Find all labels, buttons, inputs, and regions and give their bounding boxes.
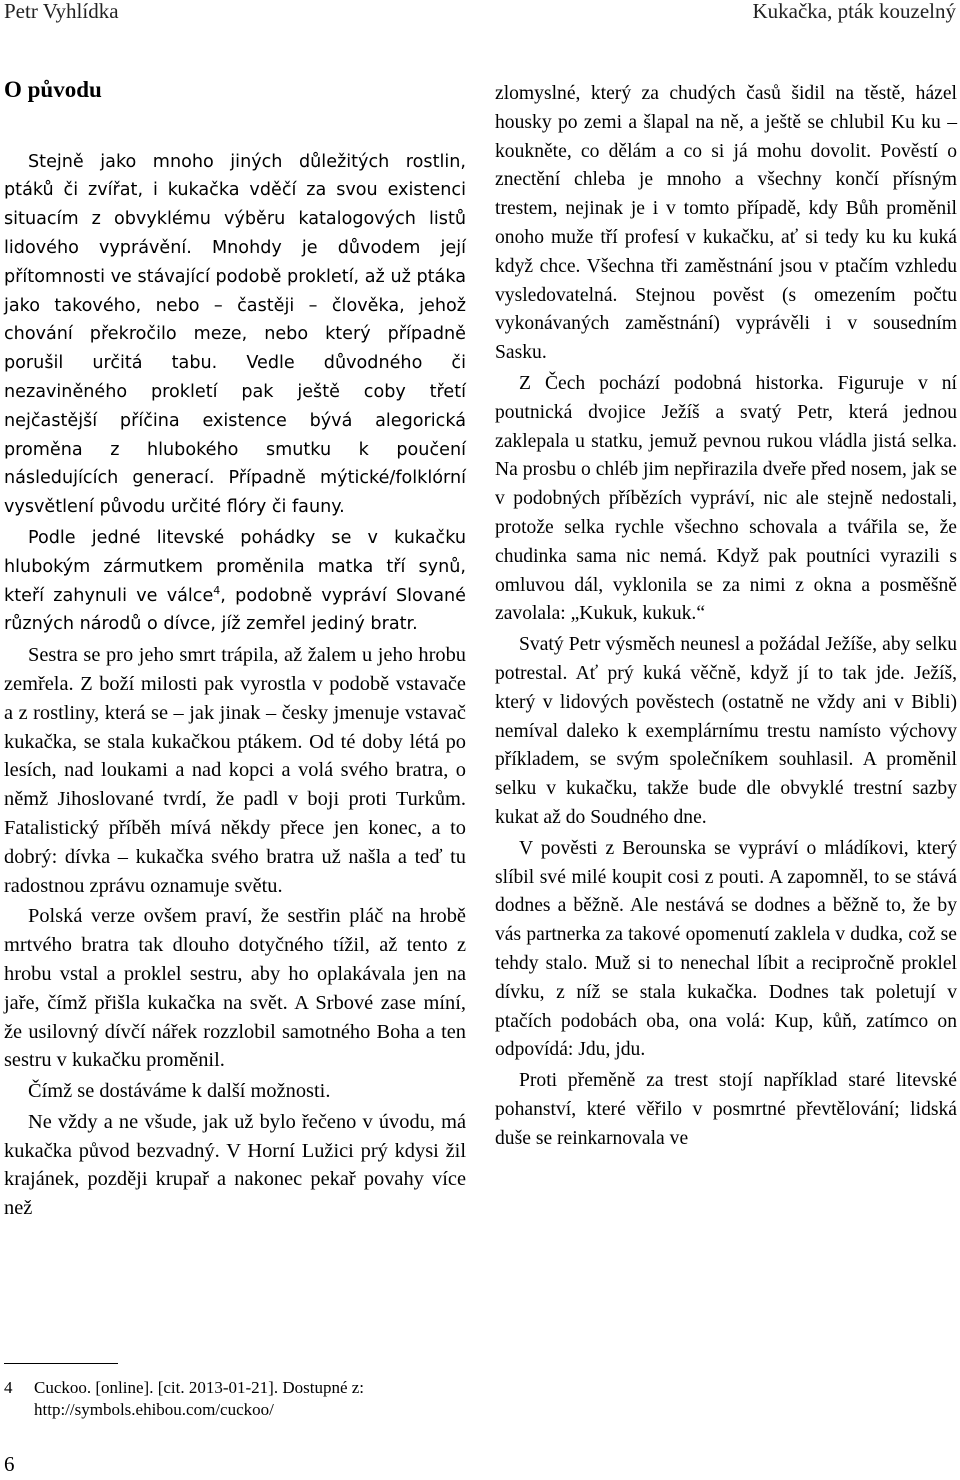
paragraph-paganism: Proti přeměně za trest stojí například staré litevské pohanství, které věřilo v posmrtné převtělování; lidská duše se reinkarnovala ve bbox=[495, 1070, 957, 1149]
left-body-2 bbox=[4, 524, 466, 639]
section-title: O původu bbox=[4, 77, 102, 102]
paragraph-bohemia: Z Čech pochází podobná historka. Figuruje v ní poutnická dvojice Ježíš a svatý Petr, která jednou zaklepala u statku, jemuž pevnou rukou vládla jistá selka. Na prosbu o chléb jim nepřirazila dveře před nosem, jak se v podobných příbězích vypráví, nic ale stejně nedostali, protože selka rychle všechno schovala a tvářila se, že chudinka sama nic nemá. Když pak poutníci vyrazili s omluvou dál, vyklonila se za nimi z okna a posměšně zavolala: „Kukuk, kukuk.“ bbox=[495, 372, 957, 625]
footnote-reference[interactable]: 4 bbox=[213, 583, 221, 597]
right-column bbox=[495, 80, 957, 1155]
footnote bbox=[4, 1377, 466, 1421]
left-body bbox=[4, 148, 466, 522]
footnote-url[interactable]: http://symbols.ehibou.com/cuckoo/ bbox=[34, 1400, 274, 1419]
left-body-3 bbox=[4, 641, 466, 1223]
paragraph-lithuanian-head: Podle jedné litevské pohádky se v kukačku hlubokým zármutkem proměnila matka tří synů, kteří zahynuli ve válce bbox=[4, 527, 466, 606]
header-book-title: Kukačka, pták kouzelný bbox=[752, 0, 956, 23]
paragraph-berounsko: V pověsti z Berounska se vypráví o mládíkovi, který slíbil své milé koupit cosi z pouti. A zapomněl, to se stává dodnes a běžně. Ale nestává se dodnes a běžně to, že by vás partnerka za takové opomenutí zaklela v dudka, což se tehdy stalo. Muž si to nenechal líbit a recipročně proklel dívku, z níž se stala kukačka. Dodnes tak poletují v ptačích podobách oba, ona volá: Kup, kůň, zatímco on odpovídá: Jdu, jdu. bbox=[495, 837, 957, 1061]
footnote-separator bbox=[4, 1363, 118, 1364]
footnote-number: 4 bbox=[4, 1378, 13, 1397]
paragraph-lithuanian-tail: , podobně vypráví Slované různých národů o dívce, jíž zemřel jediný bratr. bbox=[4, 585, 466, 635]
paragraph-transition: Čímž se dostáváme k další možnosti. bbox=[28, 1080, 331, 1103]
paragraph-lithuanian bbox=[4, 524, 466, 639]
footnote-text: Cuckoo. [online]. [cit. 2013-01-21]. Dostupné z: bbox=[34, 1378, 365, 1397]
paragraph-polish: Polská verze ovšem praví, že sestřin pláč na hrobě mrtvého bratra tak dlouho dotyčného tížil, až tento z hrobu vstal a proklel sestru, aby ho oplakávala jen na jaře, čímž přišla kukačka na svět. A Srbové zase míní, že usilovný dívčí nářek rozzlobil samotného Boha a ten sestru v kukačku proměnil. bbox=[4, 905, 466, 1072]
right-body bbox=[495, 80, 957, 1153]
running-header bbox=[0, 0, 960, 30]
paragraph-lusatia: Ne vždy a ne všude, jak už bylo řečeno v úvodu, má kukačka původ bezvadný. V Horní Lužici prý kdysi žil krajánek, později krupař a nakonec pekař povahy více než bbox=[4, 1110, 466, 1220]
page-number: 6 bbox=[4, 1452, 15, 1476]
left-column bbox=[4, 76, 466, 1225]
paragraph-baker: zlomyslné, který za chudých časů šidil na těstě, házel housky po zemi a šlapal na ně, a ještě se chlubil Ku ku – koukněte, co dělám a co si já mohu dovolit. Pověstí o znectění chleba je mnoho a všechny končí přísným trestem, nejinak je i v tomto případě, kdy Bůh proměnil onoho muže tří profesí v kukačku, ať si tedy ku ku kuká když chce. Všechna tři zaměstnání jsou v ptačím vzhledu vysledovatelná. Stejnou pověst (s omezením počtu vykonávaných zaměstnání) vyprávěli i v sousedním Sasku. bbox=[495, 83, 957, 364]
paragraph-intro: Stejně jako mnoho jiných důležitých rostlin, ptáků či zvířat, i kukačka vděčí za svou existenci situacím z obvyklému výběru katalogových listů lidového vyprávění. Mnohdy je důvodem její přítomnosti ve stávající podobě prokletí, až už ptáka jako takového, nebo – častěji – člověka, jehož chování překročilo meze, nebo který případně porušil určitá tabu. Vedle důvodného či nezaviněného prokletí pak ještě coby třetí nejčastější příčina existence bývá alegorická proměna z hlubokého smutku k poučení následujících generací. Případně mýtické/folklórní vysvětlení původu určité flóry či fauny. bbox=[4, 151, 466, 518]
header-author: Petr Vyhlídka bbox=[4, 0, 119, 23]
paragraph-saint-peter: Svatý Petr výsměch neunesl a požádal Ježíše, aby selku potrestal. Ať prý kuká věčně, když jí to tak jde. Ježíš, který v lidových pověstech (ostatně ne vždy ani v Bibli) nemíval daleko k exemplárnímu trestu namísto výchovy příkladem, se svým společníkem souhlasil. A proměnil selku v kukačku, takže bude dle obvyklé trestní sazby kukat až do Soudného dne. bbox=[495, 634, 957, 828]
paragraph-sister: Sestra se pro jeho smrt trápila, až žalem u jeho hrobu zemřela. Z boží milosti pak vyrostla v podobě vstavače a z rostliny, která se – jak jinak – česky jmenuje vstavač kukačka, se stala kukačkou ptákem. Od té doby létá po lesích, nad loukami a nad kopci a volá svého bratra, o němž Jihoslované tvrdí, že padl v boji proti Turkům. Fatalistický příběh mívá někdy přece jen konec, a to dobrý: dívka – kukačka svého bratra už našla a teď tu radostnou zprávu oznamuje světu. bbox=[4, 644, 466, 897]
